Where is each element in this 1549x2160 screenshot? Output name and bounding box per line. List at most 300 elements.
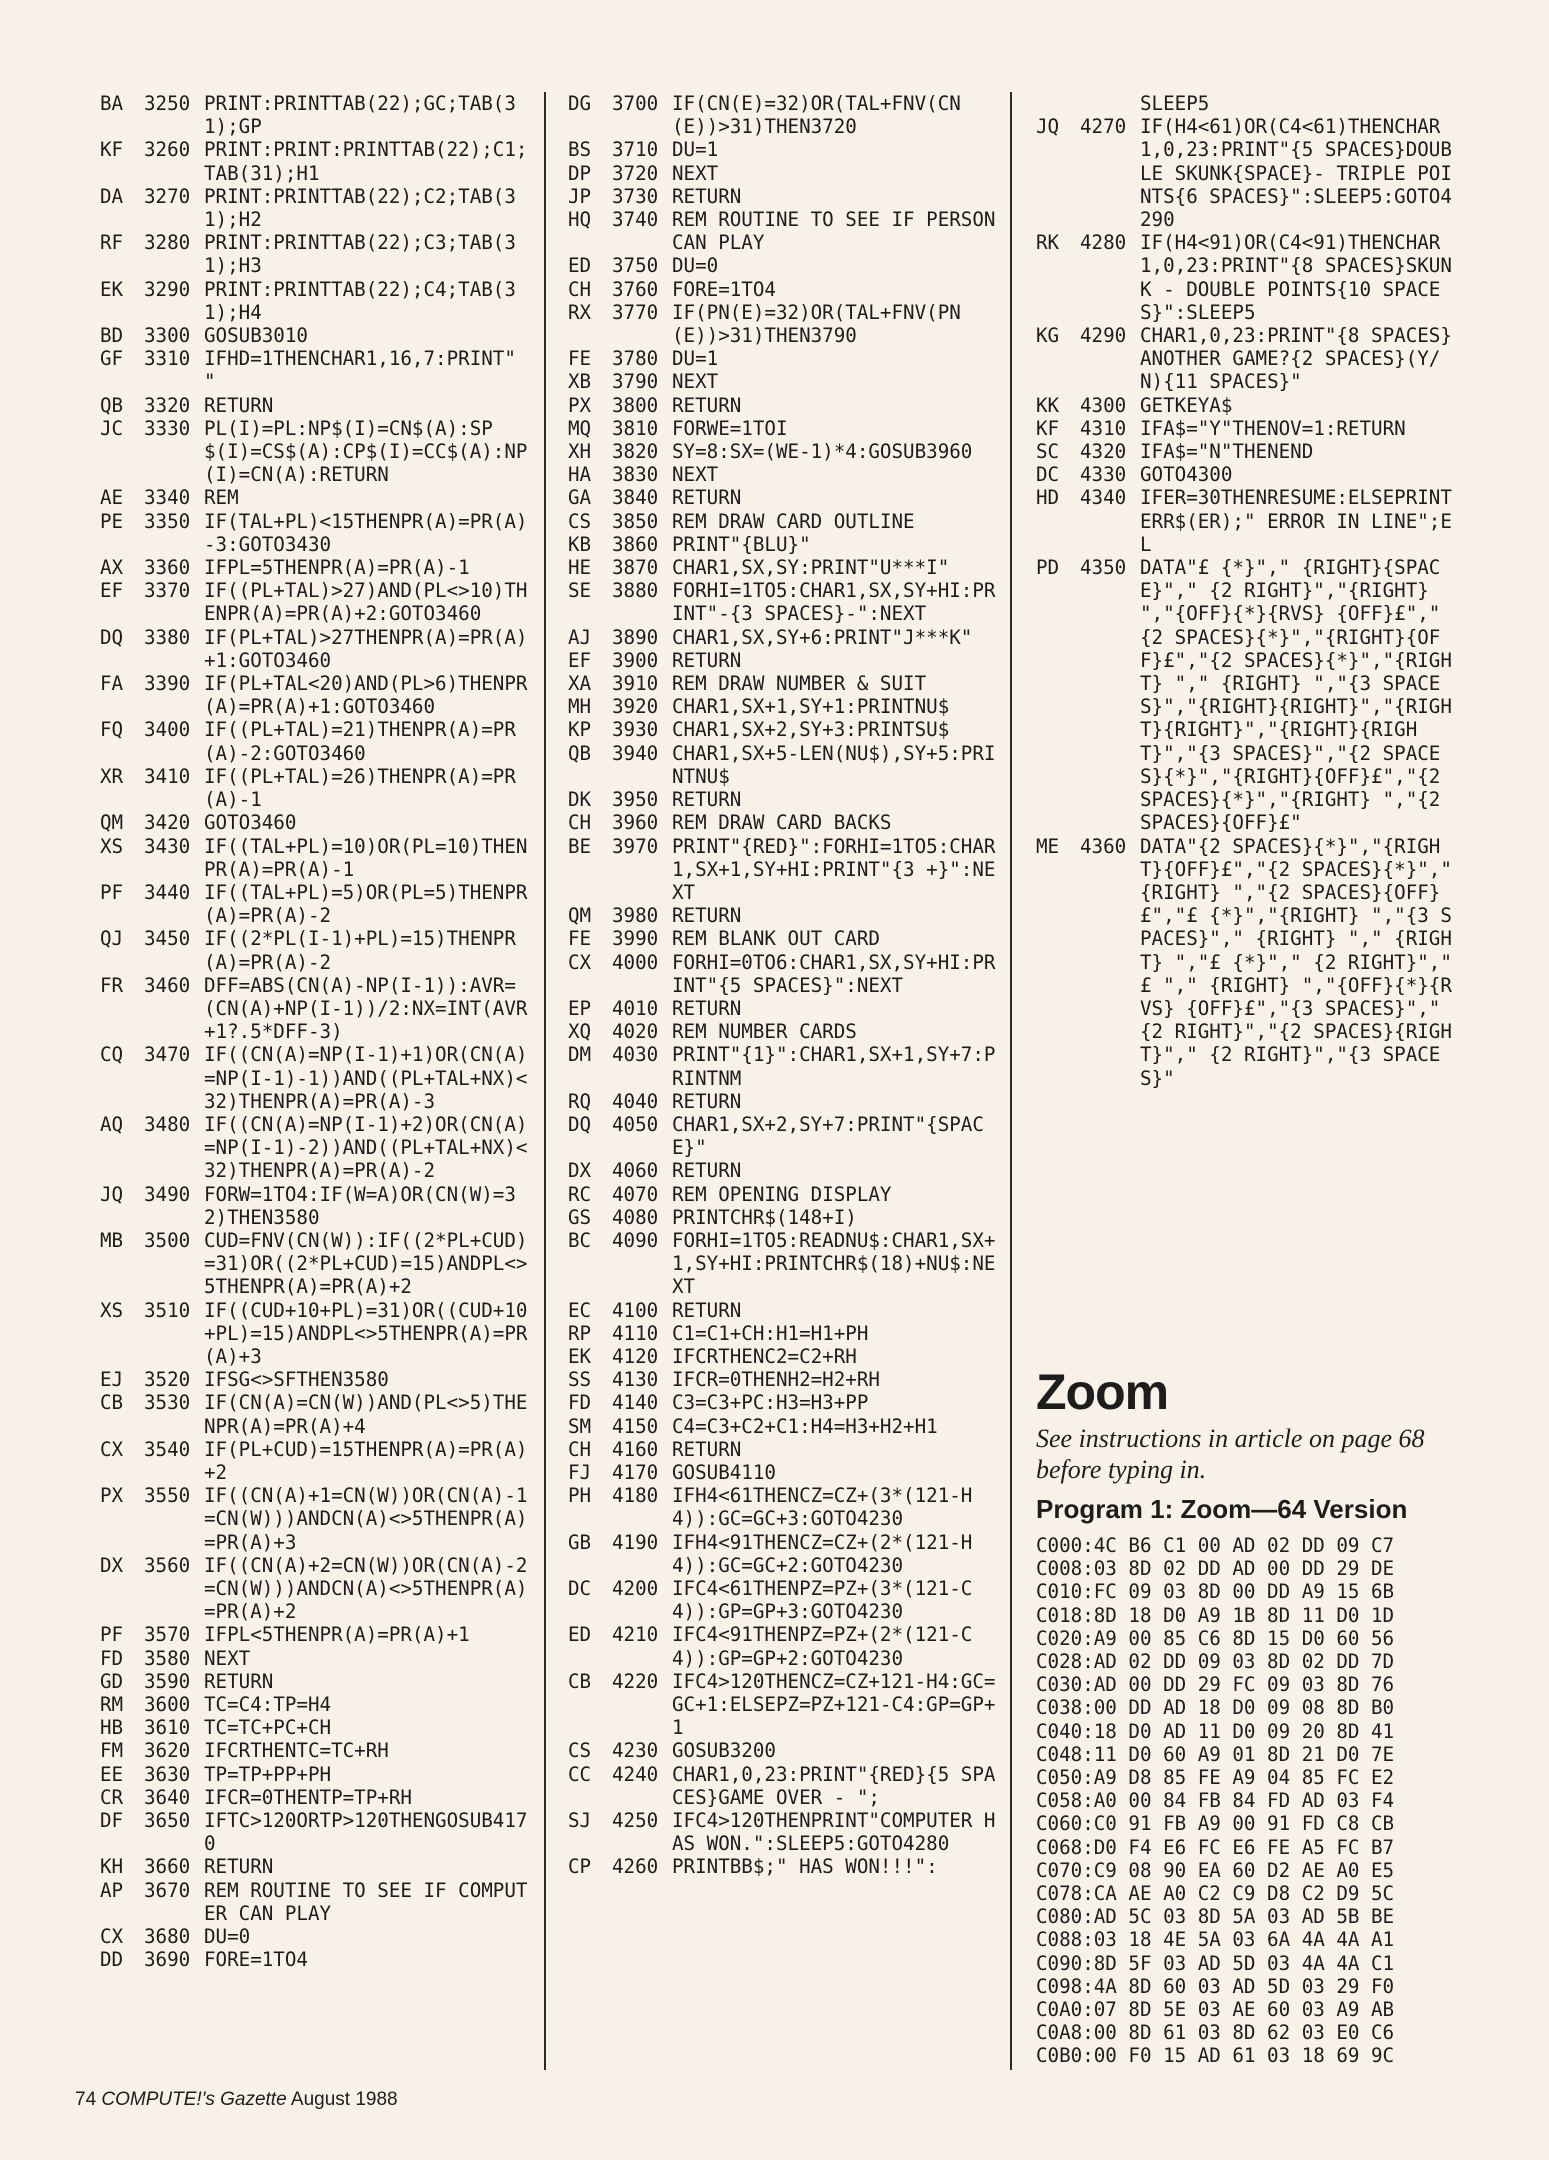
listing-line bbox=[100, 1879, 530, 1925]
code-text: DATA"{2 SPACES}{*}","{RIGHT}{OFF}£","{2 SPACES}{*}","{RIGHT} ","{2 SPACES}{OFF}£","£ {*}","{RIGHT} ","{3 SPACES}"," {RIGHT} "," {RIGHT} ","£ {*}"," {2 RIGHT}"," £ "," {RIGHT} ","{OFF}{*}{RVS} {OFF}£","{3 SPACES}","{2 RIGHT}","{2 SPACES}{RIGHT}"," {2 RIGHT}","{3 SPACES}" bbox=[1140, 834, 1464, 1090]
checksum: DC bbox=[1036, 463, 1060, 487]
line-number: 3370 bbox=[144, 579, 191, 603]
line-number: 3720 bbox=[612, 161, 659, 185]
line-number: 3540 bbox=[144, 1437, 191, 1461]
line-number: 3470 bbox=[144, 1043, 191, 1067]
line-number: 4020 bbox=[612, 1020, 659, 1044]
checksum: EF bbox=[568, 648, 592, 672]
line-number: 3980 bbox=[612, 904, 659, 928]
checksum: QM bbox=[100, 811, 124, 835]
checksum: BS bbox=[568, 138, 592, 162]
listing-line bbox=[100, 1554, 530, 1624]
checksum: PF bbox=[100, 880, 124, 904]
checksum: FM bbox=[100, 1739, 124, 1763]
line-number: 3800 bbox=[612, 393, 659, 417]
listing-line bbox=[568, 649, 1002, 672]
issue-date: August 1988 bbox=[290, 2089, 398, 2110]
code-text: CHAR1,SX+2,SY+3:PRINTSU$ bbox=[672, 718, 950, 742]
listing-line bbox=[100, 1043, 530, 1113]
code-text: IF((CN(A)=NP(I-1)+2)OR(CN(A)=NP(I-1)-2))AND((PL+TAL+NX)<32)THENPR(A)=PR(A)-2 bbox=[204, 1112, 528, 1183]
checksum: XR bbox=[100, 764, 124, 788]
checksum: CP bbox=[568, 1855, 592, 1879]
code-text: REM NUMBER CARDS bbox=[672, 1020, 857, 1044]
checksum: EK bbox=[100, 277, 124, 301]
line-number: 4050 bbox=[612, 1112, 659, 1136]
code-text: REM bbox=[204, 486, 239, 510]
code-text: IF((2*PL(I-1)+PL)=15)THENPR(A)=PR(A)-2 bbox=[204, 927, 516, 974]
listing-line bbox=[100, 92, 530, 138]
checksum: FD bbox=[568, 1391, 592, 1415]
checksum: DF bbox=[100, 1809, 124, 1833]
listing-line bbox=[568, 370, 1002, 393]
line-number: 4140 bbox=[612, 1391, 659, 1415]
line-number: 3410 bbox=[144, 764, 191, 788]
code-text: NEXT bbox=[672, 463, 719, 487]
checksum: KB bbox=[568, 532, 592, 556]
listing-line bbox=[100, 1786, 530, 1809]
checksum: HD bbox=[1036, 486, 1060, 510]
checksum: DX bbox=[568, 1159, 592, 1183]
checksum: QM bbox=[568, 904, 592, 928]
line-number: 4330 bbox=[1080, 463, 1127, 487]
line-number: 3490 bbox=[144, 1182, 191, 1206]
code-text: CHAR1,SX,SY+6:PRINT"J***K" bbox=[672, 625, 973, 649]
code-text: CHAR1,SX,SY:PRINT"U***I" bbox=[672, 556, 950, 580]
checksum: FE bbox=[568, 927, 592, 951]
code-text: CHAR1,SX+1,SY+1:PRINTNU$ bbox=[672, 695, 950, 719]
listing-line bbox=[100, 881, 530, 927]
listing-line bbox=[1036, 440, 1461, 463]
code-text: GOTO3460 bbox=[204, 811, 297, 835]
line-number: 3740 bbox=[612, 208, 659, 232]
listing-line bbox=[100, 1763, 530, 1786]
line-number: 3690 bbox=[144, 1948, 191, 1972]
listing-line bbox=[568, 579, 1002, 625]
line-number: 3560 bbox=[144, 1553, 191, 1577]
listing-line bbox=[100, 1809, 530, 1855]
code-text: IFCR=0THENTP=TP+RH bbox=[204, 1785, 412, 1809]
code-text: NEXT bbox=[204, 1646, 251, 1670]
checksum: DM bbox=[568, 1043, 592, 1067]
code-text: IFPL<5THENPR(A)=PR(A)+1 bbox=[204, 1623, 470, 1647]
hex-line: C058:A0 00 84 FB 84 FD AD 03 F4 bbox=[1036, 1789, 1395, 1813]
checksum bbox=[1036, 92, 1080, 115]
code-text: IFCRTHENTC=TC+RH bbox=[204, 1739, 389, 1763]
code-text: IF((TAL+PL)=10)OR(PL=10)THENPR(A)=PR(A)-1 bbox=[204, 834, 528, 881]
hex-line: C060:C0 91 FB A9 00 91 FD C8 CB bbox=[1036, 1812, 1395, 1836]
listing-line bbox=[568, 997, 1002, 1020]
listing-line bbox=[568, 347, 1002, 370]
code-text: IF((PL+TAL)>27)AND(PL<>10)THENPR(A)=PR(A)+2:GOTO3460 bbox=[204, 579, 528, 626]
listing-line bbox=[568, 1090, 1002, 1113]
line-number: 3290 bbox=[144, 277, 191, 301]
listing-line bbox=[100, 347, 530, 393]
listing-line bbox=[100, 1716, 530, 1739]
checksum: SS bbox=[568, 1368, 592, 1392]
line-number: 3870 bbox=[612, 556, 659, 580]
line-number: 3340 bbox=[144, 486, 191, 510]
checksum: QJ bbox=[100, 927, 124, 951]
line-number: 4000 bbox=[612, 950, 659, 974]
line-number: 3700 bbox=[612, 92, 659, 115]
line-number: 4210 bbox=[612, 1623, 659, 1647]
line-number: 3920 bbox=[612, 695, 659, 719]
line-number: 4110 bbox=[612, 1321, 659, 1345]
checksum: XH bbox=[568, 440, 592, 464]
checksum: EC bbox=[568, 1298, 592, 1322]
listing-line bbox=[1036, 92, 1461, 115]
line-number: 3600 bbox=[144, 1693, 191, 1717]
checksum: FD bbox=[100, 1646, 124, 1670]
code-text: IFHD=1THENCHAR1,16,7:PRINT" " bbox=[204, 347, 528, 394]
code-text: PRINT:PRINTTAB(22);C3;TAB(31);H3 bbox=[204, 231, 516, 278]
listing-line bbox=[568, 1461, 1002, 1484]
listing-line bbox=[100, 1484, 530, 1554]
line-number: 4320 bbox=[1080, 440, 1127, 464]
code-text: IF(PN(E)=32)OR(TAL+FNV(PN(E))>31)THEN3790 bbox=[672, 300, 961, 348]
code-text: IFCR=0THENH2=H2+RH bbox=[672, 1368, 880, 1392]
checksum: KG bbox=[1036, 324, 1060, 348]
checksum: EJ bbox=[100, 1368, 124, 1392]
line-number: 4160 bbox=[612, 1437, 659, 1461]
listing-line bbox=[568, 1368, 1002, 1391]
line-number: 3330 bbox=[144, 416, 191, 440]
listing-line bbox=[568, 162, 1002, 185]
hex-line: C070:C9 08 90 EA 60 D2 AE A0 E5 bbox=[1036, 1858, 1395, 1882]
line-number: 4070 bbox=[612, 1182, 659, 1206]
line-number: 4340 bbox=[1080, 486, 1127, 510]
checksum: AE bbox=[100, 486, 124, 510]
line-number: 4030 bbox=[612, 1043, 659, 1067]
code-text: RETURN bbox=[672, 184, 742, 208]
listing-line bbox=[568, 556, 1002, 579]
checksum: ED bbox=[568, 1623, 592, 1647]
line-number: 4230 bbox=[612, 1739, 659, 1763]
code-text: FORE=1TO4 bbox=[672, 277, 776, 301]
checksum: CX bbox=[100, 1437, 124, 1461]
code-text: RETURN bbox=[672, 393, 742, 417]
listing-line bbox=[568, 510, 1002, 533]
line-number: 3990 bbox=[612, 927, 659, 951]
line-number: 3590 bbox=[144, 1669, 191, 1693]
checksum: GA bbox=[568, 486, 592, 510]
code-text: TC=C4:TP=H4 bbox=[204, 1693, 332, 1717]
line-number: 4270 bbox=[1080, 115, 1127, 139]
listing-line bbox=[100, 765, 530, 811]
checksum: RP bbox=[568, 1321, 592, 1345]
checksum: KF bbox=[1036, 416, 1060, 440]
line-number: 3430 bbox=[144, 834, 191, 858]
checksum: GF bbox=[100, 347, 124, 371]
line-number: 3940 bbox=[612, 741, 659, 765]
listing-line bbox=[1036, 463, 1461, 486]
line-number: 4010 bbox=[612, 996, 659, 1020]
checksum: FQ bbox=[100, 718, 124, 742]
listing-line bbox=[568, 254, 1002, 277]
checksum: FA bbox=[100, 672, 124, 696]
listing-line bbox=[100, 394, 530, 417]
checksum: BD bbox=[100, 324, 124, 348]
checksum: DQ bbox=[100, 625, 124, 649]
line-number: 4300 bbox=[1080, 393, 1127, 417]
checksum: BE bbox=[568, 834, 592, 858]
listing-line bbox=[100, 417, 530, 487]
code-text: RETURN bbox=[672, 1159, 742, 1183]
listing-line bbox=[568, 1229, 1002, 1299]
listing-line bbox=[1036, 834, 1464, 1090]
checksum: FJ bbox=[568, 1460, 592, 1484]
checksum: CB bbox=[100, 1391, 124, 1415]
listing-line bbox=[568, 278, 1002, 301]
listing-line bbox=[100, 1647, 530, 1670]
listing-line bbox=[1036, 417, 1461, 440]
code-text: RETURN bbox=[672, 486, 742, 510]
listing-line bbox=[568, 138, 1002, 161]
listing-line bbox=[568, 1391, 1002, 1414]
checksum: AJ bbox=[568, 625, 592, 649]
code-text: FORHI=0TO6:CHAR1,SX,SY+HI:PRINT"{5 SPACES}":NEXT bbox=[672, 950, 996, 997]
listing-line bbox=[100, 1368, 530, 1391]
line-number: 3840 bbox=[612, 486, 659, 510]
code-text: C1=C1+CH:H1=H1+PH bbox=[672, 1321, 869, 1345]
line-number: 4220 bbox=[612, 1669, 659, 1693]
checksum: AQ bbox=[100, 1112, 124, 1136]
code-text: IFA$="N"THENEND bbox=[1140, 440, 1314, 464]
checksum: EE bbox=[100, 1762, 124, 1786]
code-text: REM ROUTINE TO SEE IF PERSON CAN PLAY bbox=[672, 208, 1008, 255]
code-text: IF(H4<91)OR(C4<91)THENCHAR1,0,23:PRINT"{8 SPACES}SKUNK - DOUBLE POINTS{10 SPACES}":SLEEP5 bbox=[1140, 231, 1452, 324]
article-title: Zoom bbox=[1036, 1364, 1169, 1420]
code-text: IF(PL+CUD)=15THENPR(A)=PR(A)+2 bbox=[204, 1437, 528, 1484]
code-text: IFC4>120THENCZ=CZ+121-H4:GC=GC+1:ELSEPZ=PZ+121-C4:GP=GP+1 bbox=[672, 1669, 996, 1740]
line-number: 3680 bbox=[144, 1925, 191, 1949]
listing-line bbox=[568, 208, 1008, 255]
code-text: IFCRTHENC2=C2+RH bbox=[672, 1344, 857, 1368]
code-text: C4=C3+C2+C1:H4=H3+H2+H1 bbox=[672, 1414, 938, 1438]
line-number: 4280 bbox=[1080, 231, 1127, 255]
code-text: SLEEP5 bbox=[1140, 92, 1210, 115]
checksum: FR bbox=[100, 973, 124, 997]
listing-line bbox=[568, 417, 1002, 440]
line-number: 3670 bbox=[144, 1878, 191, 1902]
code-text: GOSUB3200 bbox=[672, 1739, 776, 1763]
listing-line bbox=[568, 1739, 1002, 1762]
checksum: CS bbox=[568, 1739, 592, 1763]
checksum: XS bbox=[100, 1298, 124, 1322]
line-number: 3930 bbox=[612, 718, 659, 742]
code-text: GETKEYA$ bbox=[1140, 393, 1233, 417]
listing-line bbox=[100, 1438, 530, 1484]
code-text: RETURN bbox=[204, 393, 274, 417]
listing-line bbox=[100, 927, 530, 973]
program-label: Program 1: bbox=[1036, 1494, 1174, 1524]
checksum: RX bbox=[568, 300, 592, 324]
checksum: CS bbox=[568, 509, 592, 533]
line-number: 4120 bbox=[612, 1344, 659, 1368]
checksum: GB bbox=[568, 1530, 592, 1554]
line-number: 4290 bbox=[1080, 324, 1127, 348]
code-text: IF(PL+TAL)>27THENPR(A)=PR(A)+1:GOTO3460 bbox=[204, 625, 528, 672]
hex-line: C0A8:00 8D 61 03 8D 62 03 E0 C6 bbox=[1036, 2021, 1395, 2045]
line-number: 3750 bbox=[612, 254, 659, 278]
program-heading bbox=[1036, 1494, 1407, 1525]
code-text: REM DRAW CARD BACKS bbox=[672, 811, 892, 835]
listing-column-1 bbox=[100, 92, 530, 1971]
line-number: 3400 bbox=[144, 718, 191, 742]
line-number: 4260 bbox=[612, 1855, 659, 1879]
listing-line bbox=[100, 185, 530, 231]
checksum: RK bbox=[1036, 231, 1060, 255]
listing-line bbox=[568, 1809, 1002, 1855]
hex-line: C000:4C B6 C1 00 AD 02 DD 09 C7 bbox=[1036, 1534, 1395, 1557]
code-text: REM OPENING DISPLAY bbox=[672, 1182, 892, 1206]
checksum: SJ bbox=[568, 1809, 592, 1833]
code-text: IFH4<61THENCZ=CZ+(3*(121-H4)):GC=GC+3:GOTO4230 bbox=[672, 1484, 973, 1531]
code-text: IFSG<>SFTHEN3580 bbox=[204, 1368, 389, 1392]
code-text: PRINT:PRINTTAB(22);C2;TAB(31);H2 bbox=[204, 184, 516, 232]
hex-line: C008:03 8D 02 DD AD 00 DD 29 DE bbox=[1036, 1557, 1395, 1581]
listing-line bbox=[568, 1020, 1002, 1043]
hex-line: C030:AD 00 DD 29 FC 09 03 8D 76 bbox=[1036, 1673, 1395, 1697]
code-text: IF(CN(E)=32)OR(TAL+FNV(CN(E))>31)THEN3720 bbox=[672, 92, 961, 139]
page-number: 74 bbox=[75, 2089, 97, 2110]
listing-line bbox=[568, 951, 1002, 997]
listing-line bbox=[1036, 324, 1461, 394]
checksum: PF bbox=[100, 1623, 124, 1647]
code-text: PRINT"{RED}":FORHI=1TO5:CHAR1,SX+1,SY+HI:PRINT"{3 +}":NEXT bbox=[672, 834, 996, 904]
listing-line bbox=[100, 1693, 530, 1716]
listing-line bbox=[568, 904, 1002, 927]
listing-line bbox=[100, 278, 530, 324]
listing-line bbox=[568, 626, 1002, 649]
code-text: REM DRAW CARD OUTLINE bbox=[672, 509, 915, 533]
code-text: SY=8:SX=(WE-1)*4:GOSUB3960 bbox=[672, 440, 973, 464]
code-text: TC=TC+PC+CH bbox=[204, 1716, 332, 1740]
checksum: MH bbox=[568, 695, 592, 719]
code-text: DU=1 bbox=[672, 347, 719, 371]
code-text: IFPL=5THENPR(A)=PR(A)-1 bbox=[204, 556, 470, 580]
listing-line bbox=[100, 1855, 530, 1878]
listing-line bbox=[100, 974, 530, 1044]
listing-line bbox=[100, 1739, 530, 1762]
checksum: DX bbox=[100, 1553, 124, 1577]
line-number: 4360 bbox=[1080, 834, 1127, 858]
listing-line bbox=[100, 811, 530, 834]
code-text: PRINT:PRINTTAB(22);GC;TAB(31);GP bbox=[204, 92, 516, 139]
line-number: 3810 bbox=[612, 416, 659, 440]
code-text: REM BLANK OUT CARD bbox=[672, 927, 880, 951]
line-number bbox=[1080, 92, 1140, 115]
line-number: 4080 bbox=[612, 1205, 659, 1229]
code-text: REM DRAW NUMBER & SUIT bbox=[672, 672, 927, 696]
code-text: GOSUB3010 bbox=[204, 324, 308, 348]
listing-line bbox=[100, 718, 530, 764]
hex-line: C078:CA AE A0 C2 C9 D8 C2 D9 5C bbox=[1036, 1882, 1395, 1906]
checksum: MQ bbox=[568, 416, 592, 440]
checksum: SM bbox=[568, 1414, 592, 1438]
checksum: HA bbox=[568, 463, 592, 487]
checksum: CX bbox=[100, 1925, 124, 1949]
line-number: 4250 bbox=[612, 1809, 659, 1833]
typing-instructions: See instructions in article on page 68 before typing in. bbox=[1036, 1424, 1425, 1484]
listing-line bbox=[568, 1763, 1002, 1809]
code-text: IFA$="Y"THENOV=1:RETURN bbox=[1140, 416, 1406, 440]
line-number: 4040 bbox=[612, 1089, 659, 1113]
hex-line: C088:03 18 4E 5A 03 6A 4A 4A A1 bbox=[1036, 1928, 1395, 1952]
hex-line: C090:8D 5F 03 AD 5D 03 4A 4A C1 bbox=[1036, 1951, 1395, 1975]
line-number: 4350 bbox=[1080, 556, 1127, 580]
code-text: IFTC>120ORTP>120THENGOSUB4170 bbox=[204, 1809, 528, 1856]
checksum: PD bbox=[1036, 556, 1060, 580]
listing-line bbox=[100, 138, 530, 184]
checksum: CR bbox=[100, 1785, 124, 1809]
listing-column-3 bbox=[1036, 92, 1464, 1090]
checksum: RC bbox=[568, 1182, 592, 1206]
code-text: IF(PL+TAL<20)AND(PL>6)THENPR(A)=PR(A)+1:GOTO3460 bbox=[204, 672, 528, 719]
hex-line: C048:11 D0 60 A9 01 8D 21 D0 7E bbox=[1036, 1742, 1395, 1766]
checksum: KK bbox=[1036, 393, 1060, 417]
hex-line: C018:8D 18 D0 A9 1B 8D 11 D0 1D bbox=[1036, 1603, 1395, 1627]
code-text: PRINT:PRINTTAB(22);C4;TAB(31);H4 bbox=[204, 277, 516, 324]
code-text: IF(TAL+PL)<15THENPR(A)=PR(A)-3:GOTO3430 bbox=[204, 509, 528, 556]
code-text: IFC4<91THENPZ=PZ+(2*(121-C4)):GP=GP+2:GOTO4230 bbox=[672, 1623, 973, 1670]
code-text: NEXT bbox=[672, 161, 719, 185]
line-number: 4090 bbox=[612, 1228, 659, 1252]
checksum: RM bbox=[100, 1693, 124, 1717]
line-number: 3960 bbox=[612, 811, 659, 835]
hex-line: C028:AD 02 DD 09 03 8D 02 DD 7D bbox=[1036, 1650, 1395, 1674]
line-number: 3300 bbox=[144, 324, 191, 348]
listing-line bbox=[568, 927, 1002, 950]
listing-line bbox=[100, 1925, 530, 1948]
line-number: 3270 bbox=[144, 184, 191, 208]
line-number: 3450 bbox=[144, 927, 191, 951]
line-number: 3830 bbox=[612, 463, 659, 487]
checksum: EP bbox=[568, 996, 592, 1020]
line-number: 3790 bbox=[612, 370, 659, 394]
line-number: 4310 bbox=[1080, 416, 1127, 440]
code-text: IFER=30THENRESUME:ELSEPRINTERR$(ER);" ERROR IN LINE";EL bbox=[1140, 486, 1452, 556]
listing-line bbox=[100, 835, 530, 881]
line-number: 3620 bbox=[144, 1739, 191, 1763]
code-text: IF((CUD+10+PL)=31)OR((CUD+10+PL)=15)ANDPL<>5THENPR(A)=PR(A)+3 bbox=[204, 1298, 528, 1368]
listing-line bbox=[568, 394, 1002, 417]
code-text: PRINT"{BLU}" bbox=[672, 532, 811, 556]
checksum: PE bbox=[100, 509, 124, 533]
checksum: HB bbox=[100, 1716, 124, 1740]
code-text: NEXT bbox=[672, 370, 719, 394]
code-text: GOTO4300 bbox=[1140, 463, 1233, 487]
listing-line bbox=[568, 92, 1002, 138]
code-text: C3=C3+PC:H3=H3+PP bbox=[672, 1391, 869, 1415]
listing-line bbox=[100, 1183, 530, 1229]
listing-line bbox=[100, 510, 530, 556]
checksum: RF bbox=[100, 231, 124, 255]
line-number: 3780 bbox=[612, 347, 659, 371]
listing-line bbox=[568, 1438, 1002, 1461]
code-text: IFC4<61THENPZ=PZ+(3*(121-C4)):GP=GP+3:GOTO4230 bbox=[672, 1577, 973, 1624]
listing-line bbox=[1036, 486, 1461, 556]
listing-line bbox=[568, 788, 1002, 811]
checksum: GD bbox=[100, 1669, 124, 1693]
line-number: 3250 bbox=[144, 92, 191, 115]
line-number: 3850 bbox=[612, 509, 659, 533]
listing-line bbox=[568, 1855, 1002, 1878]
line-number: 3530 bbox=[144, 1391, 191, 1415]
column-divider bbox=[544, 92, 546, 2070]
code-text: RETURN bbox=[672, 788, 742, 812]
code-text: IF((TAL+PL)=5)OR(PL=5)THENPR(A)=PR(A)-2 bbox=[204, 880, 528, 928]
